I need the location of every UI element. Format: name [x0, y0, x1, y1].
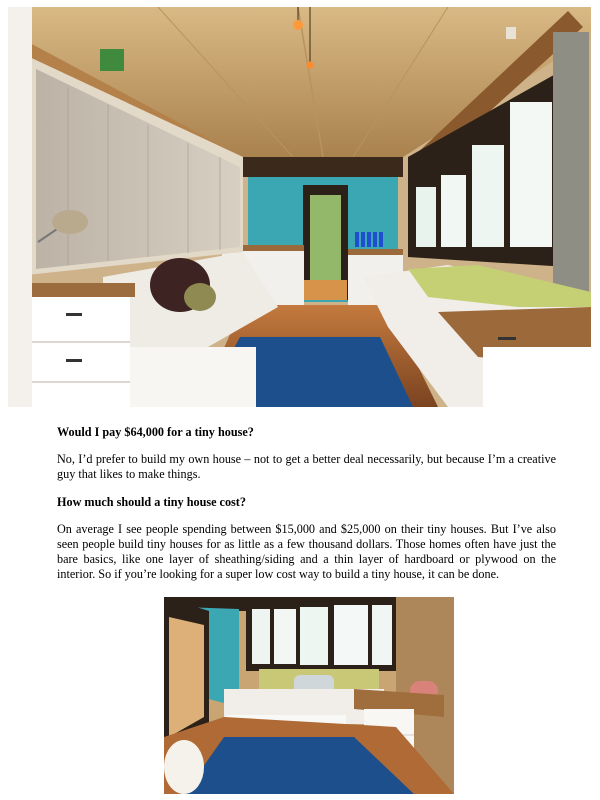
article-paragraph-2: On average I see people spending between $15,000 and $25,000 on their tiny houses. But I’ve also seen people build tiny houses for as little as a few thousand dollars. Those homes often have just the bare basics, like one layer of sheathing/siding and a thin layer of hardboard or plywood on the interior. So if you’re looking for a super low cost way to build a tiny house, it can be done. [57, 522, 556, 581]
tiny-house-bench-photo [164, 597, 454, 794]
article-paragraph-1: No, I’d prefer to build my own house – not to get a better deal necessarily, but because I’m a creative guy that likes to make things. [57, 452, 556, 481]
article-heading-1: Would I pay $64,000 for a tiny house? [57, 425, 254, 439]
tiny-house-interior-photo [8, 7, 591, 407]
article-heading-2: How much should a tiny house cost? [57, 495, 246, 509]
